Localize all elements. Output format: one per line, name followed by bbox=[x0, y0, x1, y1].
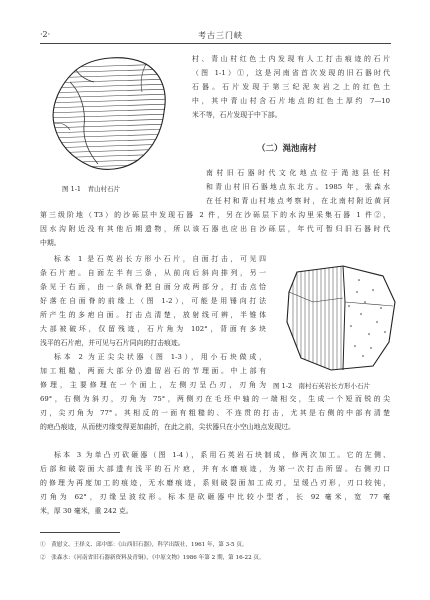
page-number: ·2· bbox=[40, 30, 51, 39]
text-line: 标本 1 是石英岩长方形小石片，自面打击，可见四 bbox=[54, 255, 266, 263]
paragraph-specimen-3 bbox=[40, 448, 390, 518]
text-line: 标本 2 为正尖尖状器（图 1-3），用小石块做成， bbox=[54, 353, 266, 361]
footnote-rule bbox=[40, 532, 120, 533]
text-line: 的修理为再度加工的痕迹，无水磨痕迹，系则破裂面加工成刃，呈缓凸刃形，刃口较钝， bbox=[40, 479, 390, 487]
text-line: 因水沟附近没有其他后期遗物，所以该石器也应出自沙砾层，年代可暂归旧石器时代 bbox=[40, 225, 390, 233]
text-line: 第三级阶地（T3）的沙砾层中发现石器 2 件，另在沙砾层下的水沟里采集石器 1 件②， bbox=[40, 211, 390, 219]
footnote-2: ② 张森水：《河南省旧石器新资料及青铜》，《中原文物》1986 年第 2 期，第 16-22 页。 bbox=[40, 555, 265, 561]
text-line: 大部被破坏，仅留残迹，石片角为 102°，背面有多块 bbox=[40, 325, 266, 333]
text-line: 中，其中青山村含石片地点的红色土厚约 7—10 bbox=[192, 97, 390, 105]
paragraph-nancun-intro bbox=[206, 166, 390, 208]
paragraph-qingshancun bbox=[192, 52, 390, 122]
fig2-caption: 图 1-2 南村石英岩长方形小石片 bbox=[273, 382, 371, 390]
text-line: 浅平的石片疤，并可见与石片同向的打击痕迹。 bbox=[40, 339, 185, 347]
fig1-flake-illustration bbox=[46, 52, 172, 178]
text-line: 好落在自面脊的前缘上（图 1-2），可能是用锤向打法 bbox=[40, 297, 266, 305]
text-line: 69°，右侧为斜刃，刃角为 75°，两侧刃在毛坯中轴的一端相交，生成一个短而锐的尖 bbox=[40, 395, 390, 403]
text-line: 加工粗糙，两面大部分仍遗留岩石的节理面。中上部有 bbox=[40, 367, 266, 375]
paragraph-nancun-body bbox=[40, 208, 390, 250]
running-header-title: 考古三门峡 bbox=[198, 31, 243, 40]
text-line: 标本 3 为单凸刃砍砸器（图 1-4），系用石英岩石块制成，修两次加工。它的左侧、 bbox=[54, 451, 390, 459]
text-line: 米不等，石片发现于中下部。 bbox=[192, 111, 282, 119]
text-line: 南村旧石器时代文化地点位于渑池县任村 bbox=[206, 169, 390, 177]
paragraph-specimen-2-intro bbox=[40, 350, 266, 392]
text-line: 条石片疤。自面左半有三条，从前向后斜向排列，另一 bbox=[40, 269, 266, 277]
text-line: 村、青山村红色土内发现有人工打击痕迹的石片 bbox=[192, 55, 390, 63]
text-line: 修理，主要修理在一个面上，左侧刃呈凸刃，刃角为 bbox=[40, 381, 266, 389]
section-heading: （二）渑池南村 bbox=[257, 144, 317, 154]
text-line: 中期。 bbox=[40, 239, 61, 247]
text-line: 和青山村旧石器地点东北方。1985 年，张森水 bbox=[206, 183, 390, 191]
header-rule bbox=[40, 43, 391, 44]
fig2-quartzite-flake-illustration bbox=[273, 262, 403, 374]
fig1-caption: 图 1-1 青山村石片 bbox=[62, 185, 121, 193]
text-line: 在任村和青山村地点考察时，在北南村附近黄河 bbox=[206, 197, 390, 205]
footnote-1: ① 黄慰文、王择义、邱中郎：《山西旧石器》，科学出版社，1961 年，第 3-5 页。 bbox=[40, 542, 248, 548]
paragraph-specimen-1 bbox=[40, 252, 266, 350]
text-line: 的疤凸痕迹，从而使刃缘变得更加曲折，在此之前，尖状器只在小空山地点发现过。 bbox=[40, 423, 295, 431]
text-line: 刃，尖刃角为 77°。其相反的一面有粗糙的、不连贯的打击，尤其是右侧的中部有清楚 bbox=[40, 409, 390, 417]
text-line: （图 1-1）①，这是河南省首次发现的旧石器时代 bbox=[192, 69, 390, 77]
text-line: 刃角为 62°，刃缘呈波纹形。标本是砍砸器中比较小型者，长 92 毫米，宽 77 毫 bbox=[40, 493, 390, 501]
text-line: 条见于右面，由一条纵脊把自面分成两部分，打击点恰 bbox=[40, 283, 266, 291]
text-line: 石器。石片发现于第三纪泥灰岩之上的红色土 bbox=[192, 83, 390, 91]
text-line: 所产生的多疤自面。打击点清楚，放射线可辨，半锥体 bbox=[40, 311, 266, 319]
text-line: 米，厚 30 毫米，重 242 克。 bbox=[40, 507, 133, 515]
text-line: 后部和破裂面大部遗有浅平的石片疤，并有水磨痕迹，为第一次打击所留。右侧刃口 bbox=[40, 465, 390, 473]
paragraph-specimen-2-body bbox=[40, 392, 390, 434]
